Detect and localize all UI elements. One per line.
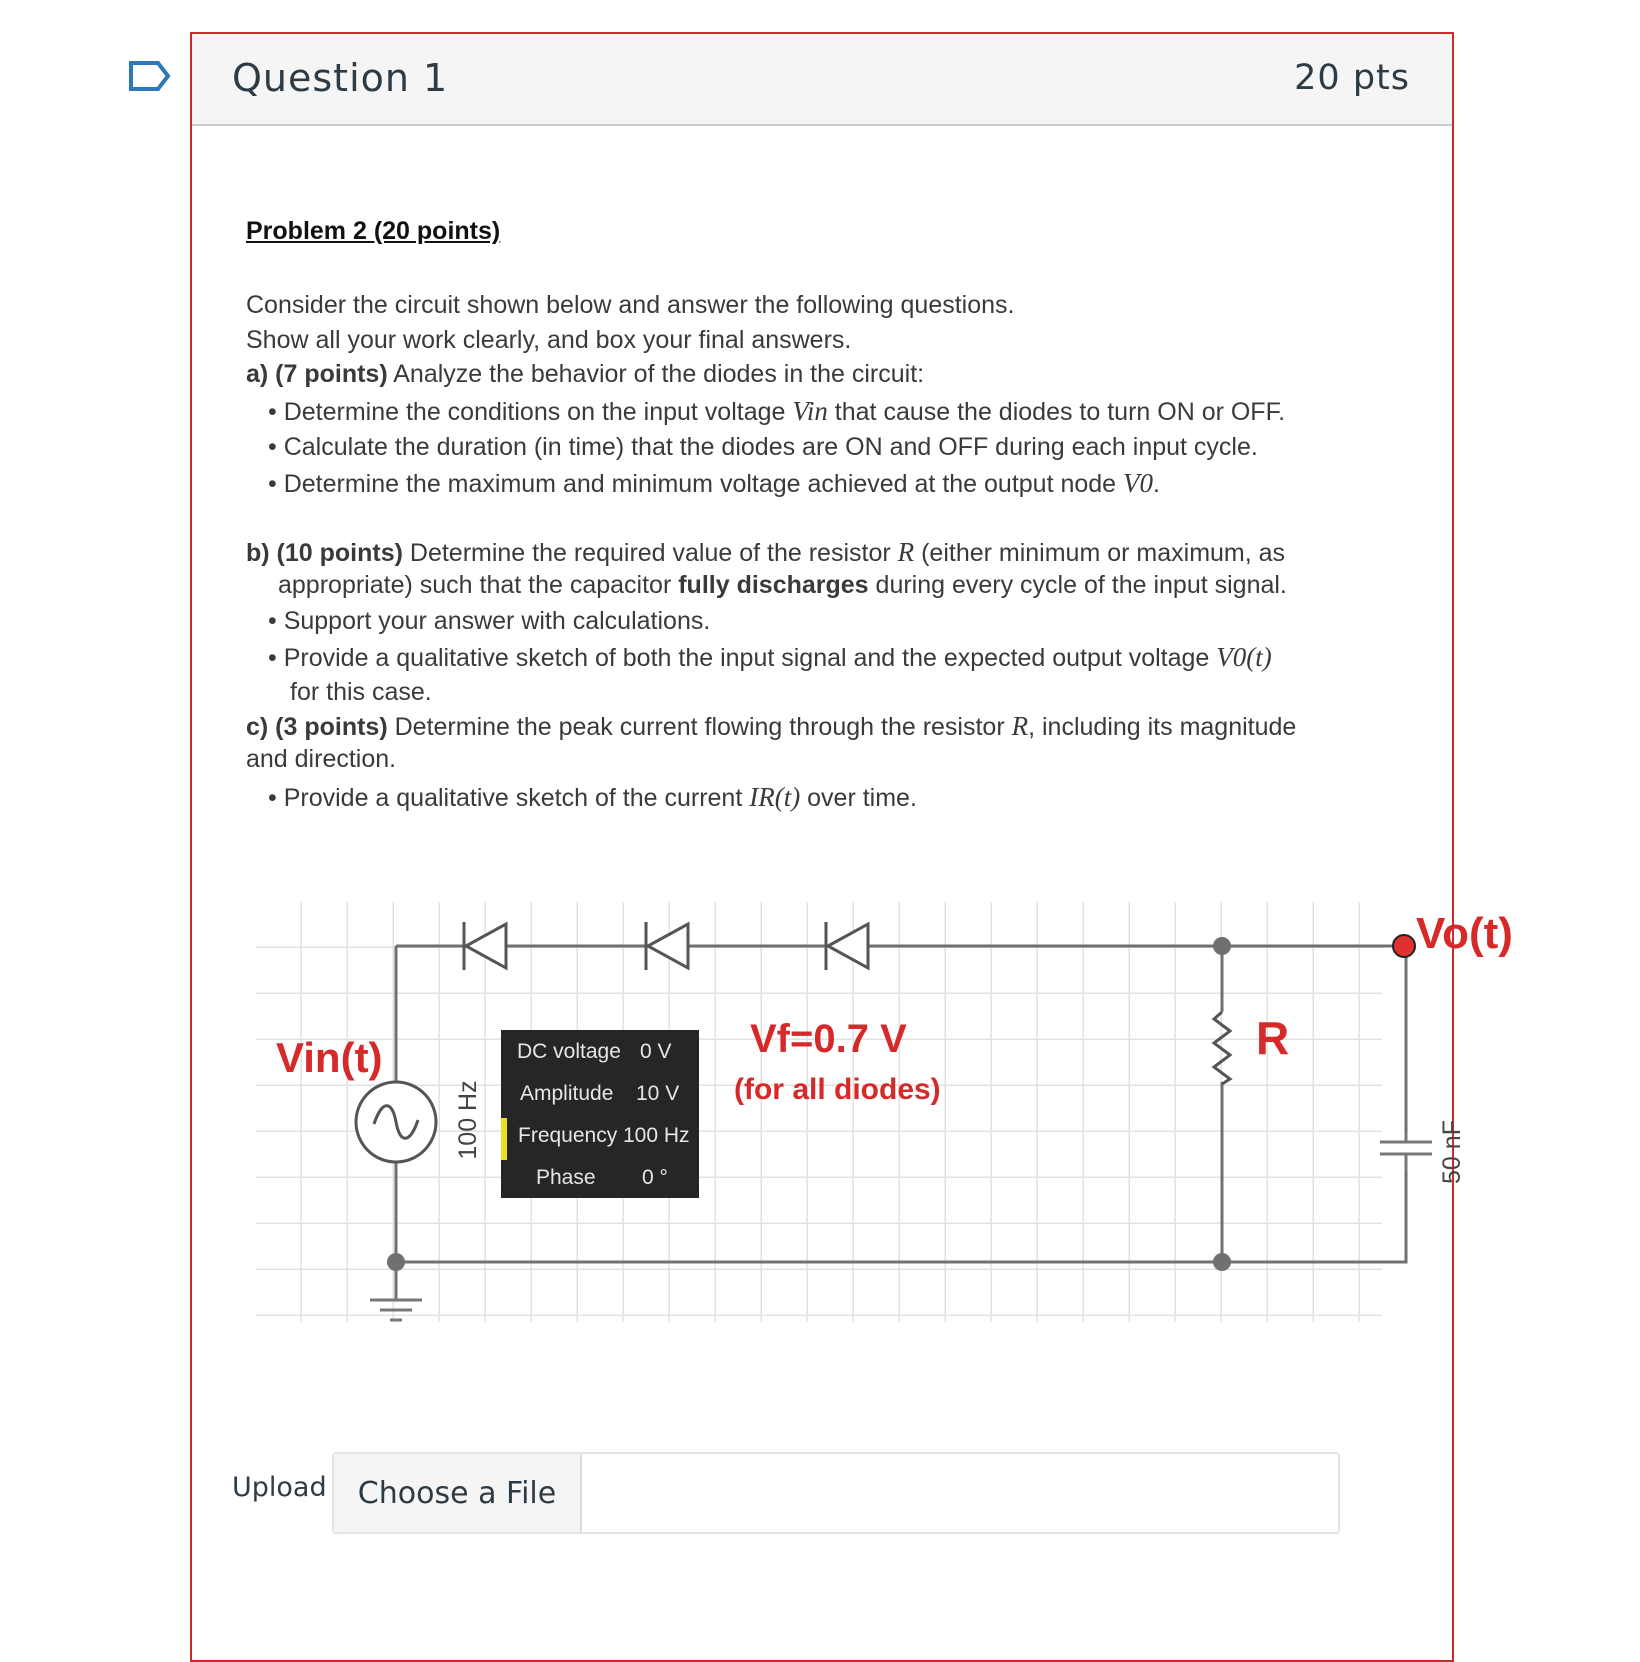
- part-b-line-2: appropriate) such that the capacitor fully discharges during every cycle of the input signal.: [278, 571, 1287, 599]
- param-value: 100 Hz: [623, 1124, 690, 1147]
- capacitor-value-label: 50 nF: [1438, 1120, 1466, 1184]
- upload-label: Upload: [232, 1472, 327, 1503]
- part-a-bullet-1: • Determine the conditions on the input voltage Vin that cause the diodes to turn ON or OFF.: [268, 396, 1286, 426]
- selected-row-marker: [501, 1118, 507, 1160]
- vf-note: (for all diodes): [734, 1073, 941, 1106]
- node-top: [1213, 937, 1231, 955]
- question-title: Question 1: [232, 56, 449, 100]
- intro-line-2: Show all your work clearly, and box your final answers.: [246, 326, 852, 354]
- param-value: 0 V: [640, 1040, 672, 1063]
- resistor-label: R: [1256, 1012, 1290, 1064]
- part-b-bullet-2: • Provide a qualitative sketch of both the input signal and the expected output voltage V0(t): [268, 642, 1272, 672]
- question-card: [190, 32, 1513, 1662]
- param-label: Frequency: [518, 1124, 618, 1147]
- ac-source-symbol: [356, 1082, 436, 1162]
- part-a-heading: a) (7 points) Analyze the behavior of the diodes in the circuit:: [246, 360, 925, 388]
- capacitor-symbol: [1380, 1132, 1432, 1172]
- part-a-bullet-3: • Determine the maximum and minimum voltage achieved at the output node V0.: [268, 468, 1160, 498]
- param-label: DC voltage: [517, 1040, 621, 1063]
- param-value: 0 °: [642, 1166, 668, 1189]
- vo-label: Vo(t): [1416, 909, 1513, 958]
- output-node: [1393, 935, 1415, 957]
- question-header: [192, 34, 1452, 126]
- part-c-heading: c) (3 points) Determine the peak current flowing through the resistor R, including its magnitude: [246, 711, 1297, 741]
- circuit-diagram: [256, 902, 1513, 1322]
- part-a-bullet-2: • Calculate the duration (in time) that the diodes are ON and OFF during each input cycle.: [268, 433, 1258, 461]
- param-label: Amplitude: [520, 1082, 614, 1105]
- part-b-bullet-1: • Support your answer with calculations.: [268, 607, 711, 635]
- intro-line-1: Consider the circuit shown below and answer the following questions.: [246, 291, 1015, 319]
- file-upload-field[interactable]: [332, 1452, 1340, 1534]
- source-frequency-label: 100 Hz: [454, 1080, 482, 1160]
- problem-title: Problem 2 (20 points): [246, 217, 501, 245]
- part-b-bullet-2-line-2: for this case.: [290, 678, 432, 706]
- vf-label: Vf=0.7 V: [750, 1017, 907, 1061]
- vin-label: Vin(t): [276, 1034, 383, 1081]
- choose-file-button[interactable]: Choose a File: [334, 1454, 582, 1532]
- part-c-line-2: and direction.: [246, 745, 397, 773]
- part-c-bullet-1: • Provide a qualitative sketch of the current IR(t) over time.: [268, 782, 917, 812]
- source-parameters-box: [501, 1030, 699, 1198]
- question-points: 20 pts: [1294, 58, 1410, 98]
- node-bottom-right: [1213, 1253, 1231, 1271]
- part-b-heading: b) (10 points) Determine the required value of the resistor R (either minimum or maximum, as: [246, 537, 1286, 567]
- node-bottom-left: [387, 1253, 405, 1271]
- flag-question-icon[interactable]: [128, 60, 172, 92]
- param-label: Phase: [536, 1166, 596, 1189]
- param-value: 10 V: [636, 1082, 680, 1105]
